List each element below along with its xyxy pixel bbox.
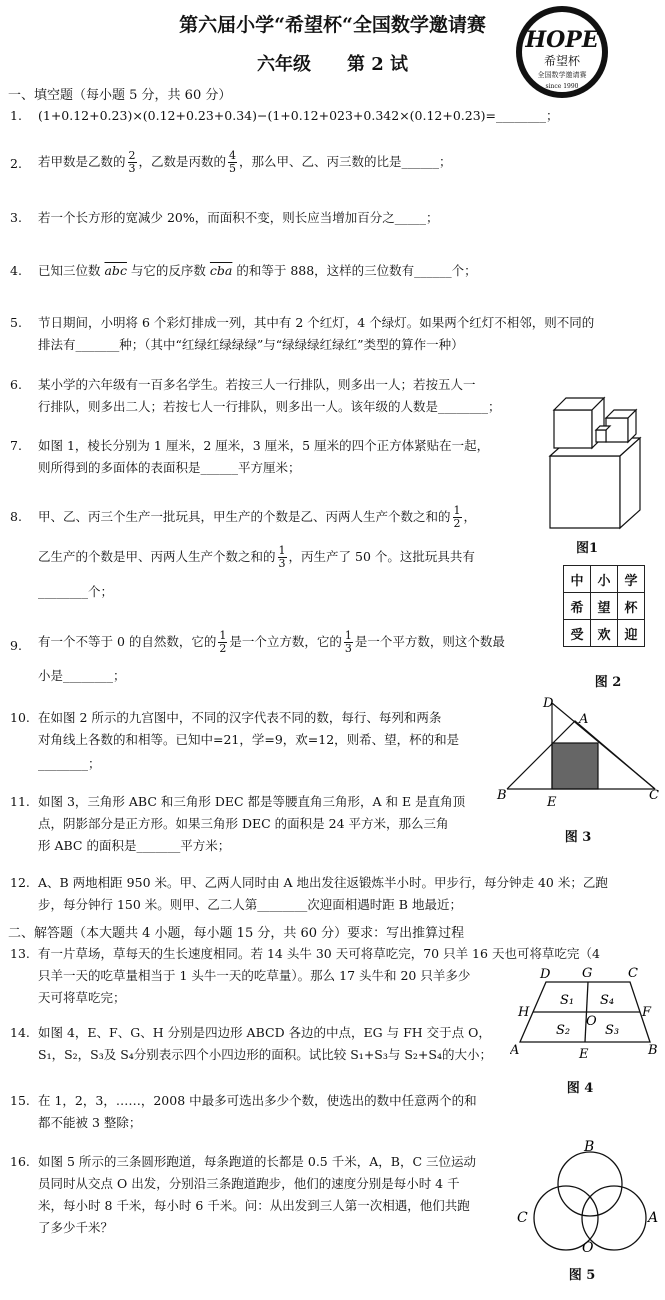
grid-cell: 小 <box>591 566 618 593</box>
question-text-line3: ________个； <box>38 584 114 599</box>
question-text-line2: 小是________； <box>38 668 126 683</box>
svg-text:H: H <box>518 1005 530 1020</box>
svg-text:E: E <box>547 795 557 810</box>
question-number: 15. <box>10 1093 30 1108</box>
svg-text:O: O <box>582 1240 594 1256</box>
svg-text:A: A <box>648 1210 659 1226</box>
fraction: $\frac{2}{3}$ <box>128 149 136 175</box>
grid-cell: 学 <box>618 566 645 593</box>
question-text-line3: ________； <box>38 756 101 771</box>
logo-since-text: since 1990 <box>545 83 579 90</box>
hope-logo <box>512 2 612 102</box>
question-text-line2: 乙生产的个数是甲、丙两人生产个数之和的 $\frac{1}{3}$ ，丙生产了 50 个。这批玩具共有 <box>38 544 475 570</box>
section-answer-heading: 二、解答题（本大题共 4 小题，每小题 15 分，共 60 分）要求：写出推算过程 <box>8 926 465 941</box>
svg-text:O: O <box>586 1014 597 1029</box>
fraction: $\frac{1}{2}$ <box>453 504 461 530</box>
question-text-line1: 在如图 2 所示的九宫图中，不同的汉字代表不同的数，每行、每列和两条 <box>38 710 442 725</box>
question-number: 7. <box>10 438 22 453</box>
grid-cell: 中 <box>564 566 591 593</box>
svg-text:D: D <box>540 967 551 982</box>
question-number: 12. <box>10 875 30 890</box>
fraction: $\frac{1}{2}$ <box>219 629 227 655</box>
logo-sub-text: 全国数学邀请赛 <box>537 71 587 79</box>
question-text-line2: 点，阴影部分是正方形。如果三角形 DEC 的面积是 24 平方米，那么三角 <box>38 816 449 831</box>
svg-text:A: A <box>510 1043 520 1058</box>
question-text-line1: 如图 3，三角形 ABC 和三角形 DEC 都是等腰直角三角形，A 和 E 是直角顶 <box>38 794 466 809</box>
question-text-line1: 节日期间，小明将 6 个彩灯排成一列，其中有 2 个红灯，4 个绿灯。如果两个红灯不相邻，则不同的 <box>38 315 595 330</box>
question-text: 若一个长方形的宽减少 20%，而面积不变，则长应当增加百分之_____； <box>38 210 439 225</box>
question-text-line2: 排法有_______种；（其中“红绿红绿绿绿”与“绿绿绿红绿红”类型的算作一种） <box>38 337 464 352</box>
figure-4-caption: 图 4 <box>566 1081 594 1096</box>
figure-5-circles <box>512 1140 662 1270</box>
grid-cell: 欢 <box>591 620 618 647</box>
logo-cn-text: 希望杯 <box>543 54 581 68</box>
question-number: 11. <box>10 794 30 809</box>
question-text-line2: S₁，S₂，S₃及 S₄分别表示四个小四边形的面积。试比较 S₁+S₃与 S₂+S₄的大小； <box>38 1047 492 1062</box>
question-text-line1: 甲、乙、丙三个生产一批玩具，甲生产的个数是乙、丙两人生产个数之和的 $\frac{1}{2}$ ， <box>38 504 477 530</box>
grid-cell: 希 <box>564 593 591 620</box>
question-text-line1: 如图 4，E、F、G、H 分别是四边形 ABCD 各边的中点，EG 与 FH 交于点 O， <box>38 1025 491 1040</box>
svg-text:S₃: S₃ <box>605 1023 620 1038</box>
svg-text:S₁: S₁ <box>560 993 575 1008</box>
svg-text:B: B <box>584 1140 595 1155</box>
fraction: $\frac{4}{5}$ <box>229 149 237 175</box>
question-text-line1: 某小学的六年级有一百多名学生。若按三人一行排队，则多出一人；若按五人一 <box>38 377 476 392</box>
question-text-line3: 天可将草吃完； <box>38 990 126 1005</box>
question-text-line3: 米，每小时 8 千米，每小时 6 千米。问：从出发到三人第一次相遇，他们共跑 <box>38 1198 470 1213</box>
question-text-line2: 员同时从交点 O 出发，分别沿三条跑道跑步，他们的速度分别是每小时 4 千 <box>38 1176 460 1191</box>
page-title: 第六届小学“希望杯“全国数学邀请赛 <box>179 14 486 36</box>
question-number: 3. <box>10 210 22 225</box>
svg-text:S₂: S₂ <box>556 1023 571 1038</box>
grid-cell: 受 <box>564 620 591 647</box>
question-text-line2: 步，每分钟行 150 米。则甲、乙二人第________次迎面相遇时距 B 地最近； <box>38 897 462 912</box>
figure-2-grid <box>563 565 645 647</box>
svg-text:E: E <box>579 1047 589 1062</box>
question-text-line2: 都不能被 3 整除； <box>38 1115 142 1130</box>
question-text-line1: 如图 5 所示的三条圆形跑道，每条跑道的长都是 0.5 千米，A，B，C 三位运动 <box>38 1154 476 1169</box>
figure-5-caption: 图 5 <box>568 1268 596 1283</box>
svg-text:C: C <box>649 788 659 803</box>
question-text-line1: A、B 两地相距 950 米。甲、乙两人同时由 A 地出发往返锻炼半小时。甲步行，每分钟走 40 米；乙跑 <box>38 875 608 890</box>
question-number: 4. <box>10 263 22 278</box>
question-number: 14. <box>10 1025 30 1040</box>
svg-text:C: C <box>628 966 638 981</box>
fraction: $\frac{1}{3}$ <box>278 544 286 570</box>
svg-text:C: C <box>517 1210 528 1226</box>
page-subtitle: 六年级 第 2 试 <box>256 54 409 75</box>
question-text-line1: 有一片草场，草每天的生长速度相同。若 14 头牛 30 天可将草吃完，70 只羊 16 天也可将草吃完（4 <box>38 946 600 961</box>
question-number: 16. <box>10 1154 30 1169</box>
question-number: 8. <box>10 509 22 524</box>
figure-3-caption: 图 3 <box>564 830 592 845</box>
svg-text:A: A <box>579 712 589 727</box>
svg-text:F: F <box>642 1005 652 1020</box>
question-text: (1+0.12+0.23)×(0.12+0.23+0.34)−(1+0.12+023+0.342×(0.12+0.23)=________； <box>38 108 559 123</box>
question-number: 1. <box>10 108 22 123</box>
question-text: 已知三位数 $\overline{abc}$ 与它的反序数 $\overline{cba}$ 的和等于 888，这样的三位数有______个； <box>38 263 477 278</box>
figure-4-quadrilateral <box>510 962 660 1062</box>
svg-text:G: G <box>582 966 593 981</box>
figure-1-cubes <box>540 388 660 538</box>
question-text: 若甲数是乙数的 $\frac{2}{3}$ ，乙数是丙数的 $\frac{4}{5}$ ，那么甲、乙、丙三数的比是______； <box>38 149 452 175</box>
question-number: 9. <box>10 638 22 653</box>
question-text-line4: 了多少千米？ <box>38 1220 114 1235</box>
fraction: $\frac{1}{3}$ <box>344 629 352 655</box>
question-text-line3: 形 ABC 的面积是_______平方米； <box>38 838 231 853</box>
question-text-line2: 行排队，则多出二人；若按七人一行排队，则多出一人。该年级的人数是________； <box>38 399 501 414</box>
svg-text:B: B <box>648 1043 658 1058</box>
question-number: 5. <box>10 315 22 330</box>
question-text-line2: 对角线上各数的和相等。已知中=21，学=9，欢=12，则希、望，杯的和是 <box>38 732 460 747</box>
grid-cell: 迎 <box>618 620 645 647</box>
svg-text:B: B <box>497 788 507 803</box>
section-fill-in-heading: 一、填空题（每小题 5 分，共 60 分） <box>8 88 232 103</box>
question-text-line1: 有一个不等于 0 的自然数，它的 $\frac{1}{2}$ 是一个立方数，它的 $\frac{1}{3}$ 是一个平方数，则这个数最 <box>38 629 505 655</box>
logo-hope-text: HOPE <box>525 27 599 53</box>
grid-cell: 杯 <box>618 593 645 620</box>
grid-cell: 望 <box>591 593 618 620</box>
question-text-line2: 则所得到的多面体的表面积是______平方厘米； <box>38 460 301 475</box>
question-text-line1: 如图 1，棱长分别为 1 厘米，2 厘米，3 厘米，5 厘米的四个正方体紧贴在一起， <box>38 438 490 453</box>
question-number: 13. <box>10 946 30 961</box>
figure-3-triangles <box>495 695 665 810</box>
question-text-line2: 只羊一天的吃草量相当于 1 头牛一天的吃草量）。那么 17 头牛和 20 只羊多少 <box>38 968 471 983</box>
question-text-line1: 在 1，2，3，……，2008 中最多可选出多少个数，使选出的数中任意两个的和 <box>38 1093 477 1108</box>
figure-2-caption: 图 2 <box>594 675 622 690</box>
question-number: 6. <box>10 377 22 392</box>
svg-text:D: D <box>543 696 554 711</box>
question-number: 2. <box>10 156 22 171</box>
question-number: 10. <box>10 710 30 725</box>
figure-1-caption: 图1 <box>575 541 599 556</box>
svg-text:S₄: S₄ <box>600 993 615 1008</box>
